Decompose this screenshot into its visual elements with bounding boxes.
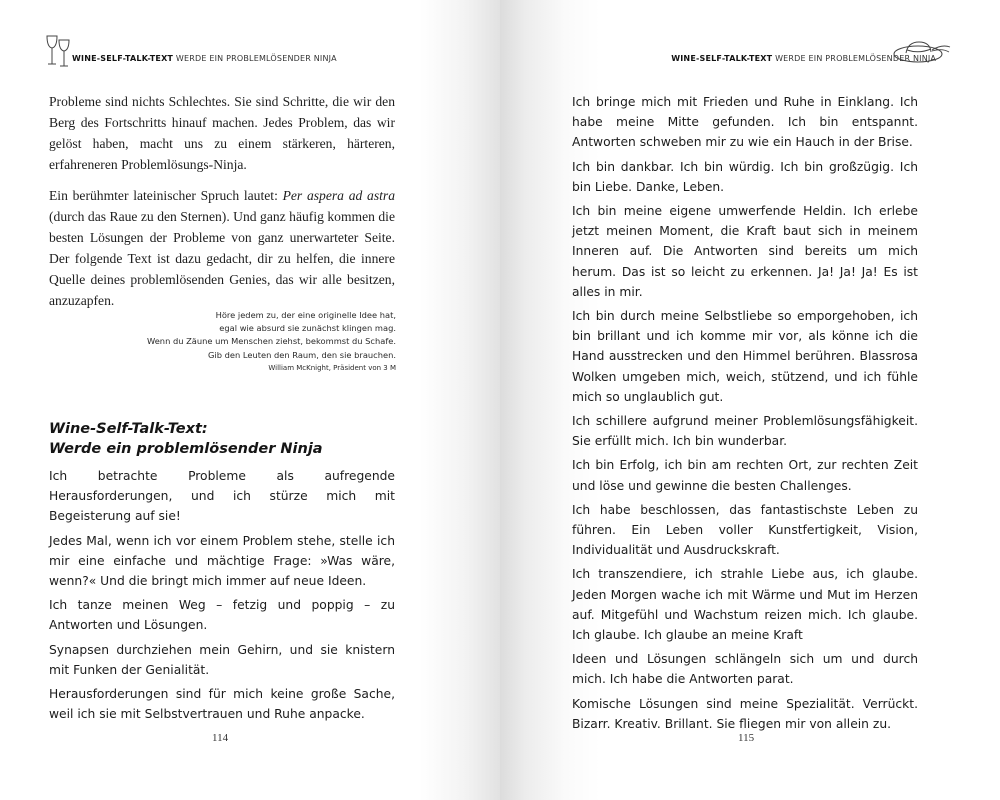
- running-head-series: WINE-SELF-TALK-TEXT: [72, 54, 174, 63]
- affirmation: Ich bin Erfolg, ich bin am rechten Ort, zur rechten Zeit und löse und gewinne die besten Challenges.: [572, 458, 918, 493]
- heading-line-2: Werde ein problemlösender Ninja: [49, 441, 323, 457]
- affirmation: Herausforderungen sind für mich keine große Sache, weil ich sie mit Selbstvertrauen und Ruhe anpacke.: [49, 687, 395, 722]
- running-head-series: WINE-SELF-TALK-TEXT: [671, 54, 773, 63]
- affirmation: Synapsen durchziehen mein Gehirn, und sie knistern mit Funken der Genialität.: [49, 642, 395, 677]
- affirmation: Ich bin dankbar. Ich bin würdig. Ich bin großzügig. Ich bin Liebe. Danke, Leben.: [572, 159, 918, 194]
- affirmation: Komische Lösungen sind meine Spezialität. Verrückt. Bizarr. Kreativ. Brillant. Sie fliegen mir von allein zu.: [572, 696, 918, 731]
- running-head-chapter: WERDE EIN PROBLEMLÖSENDER NINJA: [175, 54, 337, 63]
- affirmations-right: [572, 92, 918, 738]
- affirmation: Ich bin durch meine Selbstliebe so emporgehoben, ich bin brillant und ich komme mir vor, als könne ich die Hand ausstrecken und den Himmel berühren. Blassrosa Wolken umgeben mich, weich, stützend, und ich fühle mich so unglaublich gut.: [572, 309, 918, 404]
- latin-phrase: Per aspera ad astra: [282, 188, 395, 203]
- quote-line: egal wie absurd sie zunächst klingen mag.: [219, 323, 396, 334]
- quote-line: Höre jedem zu, der eine originelle Idee hat,: [215, 310, 396, 320]
- quote-block: [90, 309, 396, 375]
- quote-attribution: William McKnight, Präsident von 3 M: [268, 363, 396, 372]
- affirmations-left: [49, 466, 395, 728]
- page-number: 115: [738, 732, 755, 744]
- affirmation: Ideen und Lösungen schlängeln sich um und durch mich. Ich habe die Antworten parat.: [572, 652, 918, 687]
- section-heading: [49, 419, 395, 459]
- page-number: 114: [212, 732, 229, 744]
- running-head-chapter: WERDE EIN PROBLEMLÖSENDER NINJA: [775, 54, 936, 63]
- sun-hat-icon: [892, 36, 952, 66]
- right-page: [500, 0, 1000, 800]
- latin-paragraph-before: Ein berühmter lateinischer Spruch lautet:: [49, 188, 283, 203]
- affirmation: Ich bin meine eigene umwerfende Heldin. Ich erlebe jetzt meinen Moment, die Kraft baut sich in meinem Inneren auf. Die Antworten sind bereits um mich herum. Das ist so leicht zu erkennen. Ja! Ja! Ja! Es ist alles in mir.: [572, 204, 918, 299]
- latin-paragraph-after: (durch das Raue zu den Sternen). Und ganz häufig kommen die besten Lösungen der Probleme von ganz unerwarteter Seite. Der folgende Text ist dazu gedacht, dir zu helfen, die innere Quelle deines problemlösenden Genies, das wir alle besitzen, anzuzapfen.: [49, 209, 395, 308]
- heading-line-1: Wine-Self-Talk-Text:: [49, 421, 208, 437]
- intro-text: [49, 91, 395, 321]
- affirmation: Ich schillere aufgrund meiner Problemlösungsfähigkeit. Sie erfüllt mich. Ich bin wunderbar.: [572, 414, 918, 449]
- quote-line: Gib den Leuten den Raum, den sie brauchen.: [207, 349, 396, 360]
- running-head: [72, 54, 337, 63]
- quote-line: Wenn du Zäune um Menschen ziehst, bekommst du Schafe.: [146, 336, 396, 347]
- affirmation: Ich bringe mich mit Frieden und Ruhe in Einklang. Ich habe meine Mitte gefunden. Ich bin entspannt. Antworten schweben mir zu wie ein Hauch in der Brise.: [572, 95, 918, 150]
- wine-glasses-icon: [44, 34, 72, 70]
- affirmation: Jedes Mal, wenn ich vor einem Problem stehe, stelle ich mir eine einfache und mächtige Frage: »Was wäre, wenn?« Und die bringt mich immer auf neue Ideen.: [49, 533, 395, 589]
- affirmation: Ich betrachte Probleme als aufregende Herausforderungen, und ich stürze mich mit Begeisterung auf sie!: [49, 469, 395, 524]
- affirmation: Ich transzendiere, ich strahle Liebe aus, ich glaube. Jeden Morgen wache ich mit Wärme und Mut im Herzen auf. Mitgefühl und Wachstum reizen mich. Ich glaube. Ich glaube. Ich glaube an meine Kraft: [572, 567, 918, 643]
- intro-paragraph: Probleme sind nichts Schlechtes. Sie sind Schritte, die wir den Berg des Fortschritts hinauf machen. Jedes Problem, das wir gelöst haben, macht uns zu einem stärkeren, härteren, erfahreneren Problemlösungs-Ninja.: [49, 94, 395, 172]
- affirmation: Ich habe beschlossen, das fantastischste Leben zu führen. Ein Leben voller Kunstfertigkeit, Vision, Individualität und Ausdruckskraft.: [572, 502, 918, 558]
- affirmation: Ich tanze meinen Weg – fetzig und poppig – zu Antworten und Lösungen.: [49, 598, 395, 633]
- latin-paragraph: [49, 185, 395, 311]
